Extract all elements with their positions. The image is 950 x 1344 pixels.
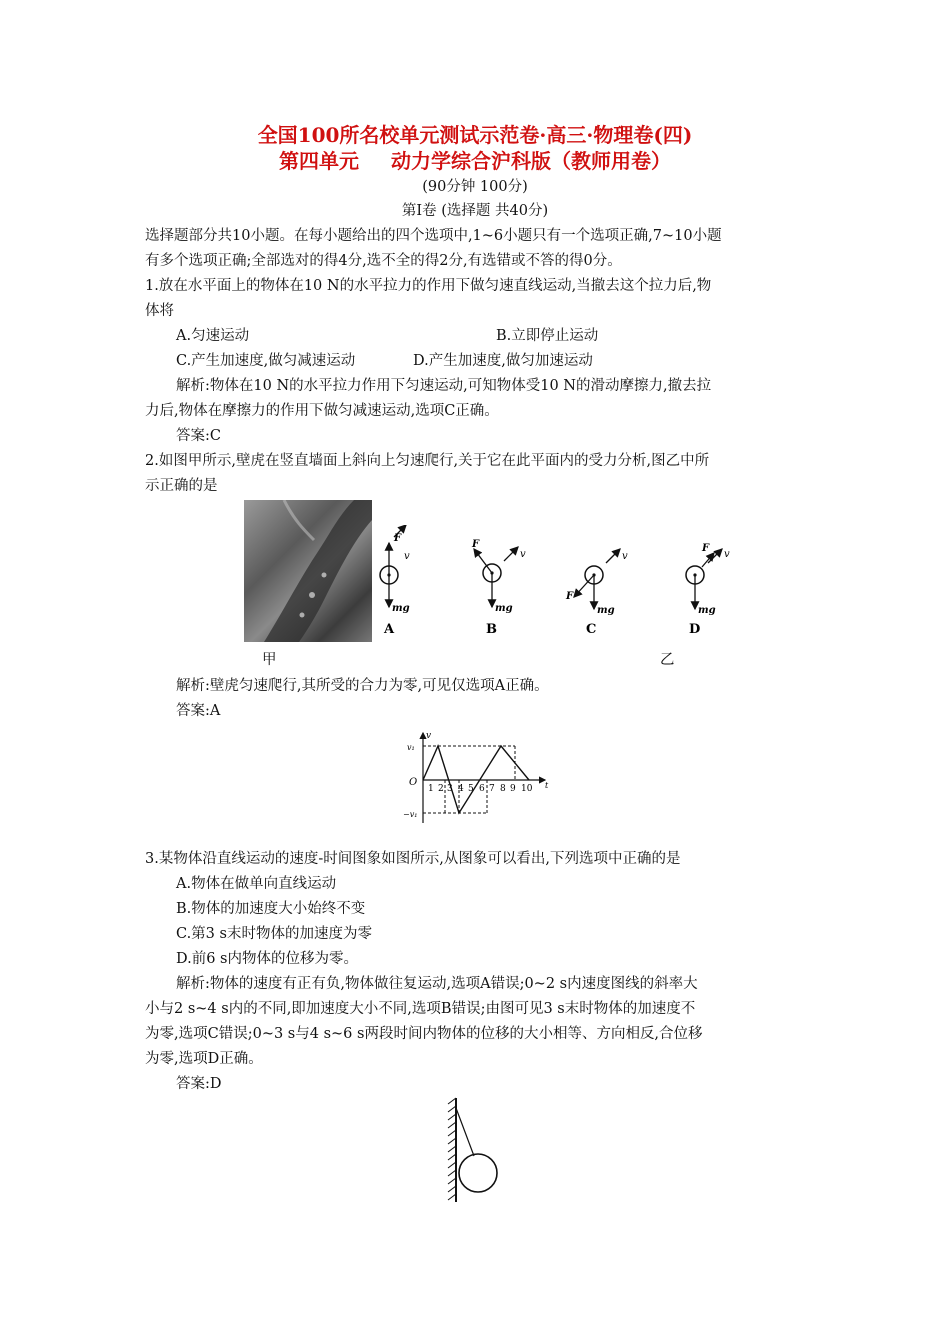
q1-stem-line-2: 体将 — [145, 303, 174, 319]
q1-option-a: A.匀速运动 — [176, 328, 250, 344]
title-line-1: 全国100所名校单元测试示范卷·高三·物理卷(四) — [257, 123, 693, 147]
tick-label: 8 — [500, 784, 506, 794]
q2-analysis: 解析:壁虎匀速爬行,其所受的合力为零,可见仅选项A正确。 — [176, 678, 549, 694]
diagram-c — [565, 549, 628, 637]
label-f: F — [566, 591, 574, 602]
q1-option-c: C.产生加速度,做匀减速运动 — [176, 353, 356, 369]
tick-label: 5 — [468, 784, 474, 794]
label-option-c: C — [586, 622, 597, 637]
label-v: v — [622, 551, 628, 562]
figure-jia-caption: 甲 — [262, 652, 277, 668]
gecko-photo — [244, 500, 372, 642]
axis-label-t: t — [545, 781, 549, 790]
q3-analysis-line-2: 小与2 s~4 s内的不同,即加速度大小不同,选项B错误;由图可见3 s末时物体的加速度不 — [145, 1001, 696, 1017]
time-score: (90分钟 100分) — [422, 179, 528, 195]
tick-label: 6 — [479, 784, 485, 794]
tick-label: 7 — [489, 784, 495, 794]
q2-stem-line-1: 2.如图甲所示,壁虎在竖直墙面上斜向上匀速爬行,关于它在此平面内的受力分析,图乙中所 — [145, 453, 710, 469]
q2-stem-line-2: 示正确的是 — [145, 478, 218, 494]
q1-option-b: B.立即停止运动 — [496, 328, 599, 344]
q1-answer: 答案:C — [176, 428, 221, 444]
tick-label: 10 — [521, 784, 533, 794]
q3-analysis-line-4: 为零,选项D正确。 — [145, 1051, 263, 1067]
label-option-d: D — [689, 622, 701, 637]
label-mg: mg — [698, 605, 716, 616]
label-neg-v1: −v₁ — [403, 810, 418, 819]
q1-stem-line-1: 1.放在水平面上的物体在10 N的水平拉力的作用下做匀速直线运动,当撤去这个拉力后,物 — [145, 278, 712, 294]
label-f: F — [394, 533, 402, 544]
title-line-2 — [0, 148, 950, 174]
ball-on-wall-figure — [444, 1094, 504, 1206]
q3-analysis-line-3: 为零,选项C错误;0~3 s与4 s~6 s两段时间内物体的位移的大小相等、方向相反,合位移 — [145, 1026, 703, 1042]
label-v: v — [404, 551, 410, 562]
label-v: v — [520, 549, 526, 560]
label-f: F — [472, 539, 480, 550]
tick-label: 2 — [438, 784, 444, 794]
unit-subtitle: 动力学综合沪科版（教师用卷） — [391, 149, 671, 173]
q1-analysis-line-2: 力后,物体在摩擦力的作用下做匀减速运动,选项C正确。 — [145, 403, 499, 419]
tick-label: 9 — [510, 784, 516, 794]
label-option-b: B — [486, 622, 497, 637]
label-origin: O — [409, 777, 418, 788]
diagram-d — [686, 543, 730, 637]
tick-labels — [428, 784, 533, 794]
tick-label: 1 — [428, 784, 434, 794]
q3-option-b: B.物体的加速度大小始终不变 — [176, 901, 366, 917]
intro-line-1: 选择题部分共10小题。在每小题给出的四个选项中,1~6小题只有一个选项正确,7~10小题 — [145, 228, 722, 244]
force-diagrams — [372, 525, 732, 640]
figure-yi-caption: 乙 — [660, 652, 675, 668]
q3-analysis-line-1: 解析:物体的速度有正有负,物体做往复运动,选项A错误;0~2 s内速度图线的斜率大 — [176, 976, 698, 992]
label-mg: mg — [495, 603, 513, 614]
intro-line-2: 有多个选项正确;全部选对的得4分,选不全的得2分,有选错或不答的得0分。 — [145, 253, 622, 269]
label-v: v — [724, 549, 730, 560]
q3-option-c: C.第3 s末时物体的加速度为零 — [176, 926, 372, 942]
q3-stem: 3.某物体沿直线运动的速度-时间图象如图所示,从图象可以看出,下列选项中正确的是 — [145, 851, 681, 867]
tick-label: 3 — [447, 784, 453, 794]
axis-label-v: v — [426, 731, 432, 741]
q2-answer: 答案:A — [176, 703, 221, 719]
diagram-a — [380, 525, 410, 637]
tick-label: 4 — [458, 784, 464, 794]
label-mg: mg — [392, 603, 410, 614]
label-mg: mg — [597, 605, 615, 616]
diagram-b — [471, 539, 526, 637]
label-f: F — [702, 543, 710, 554]
label-v1: v₁ — [407, 743, 415, 752]
q3-answer: 答案:D — [176, 1076, 222, 1092]
q3-option-d: D.前6 s内物体的位移为零。 — [176, 951, 358, 967]
unit-label: 第四单元 — [279, 149, 359, 173]
velocity-time-graph — [395, 727, 555, 827]
q1-option-d: D.产生加速度,做匀加速运动 — [413, 353, 593, 369]
section-heading: 第Ⅰ卷 (选择题 共40分) — [401, 203, 549, 219]
q3-option-a: A.物体在做单向直线运动 — [176, 876, 337, 892]
label-option-a: A — [384, 622, 395, 637]
q1-analysis-line-1: 解析:物体在10 N的水平拉力作用下匀速运动,可知物体受10 N的滑动摩擦力,撤去拉 — [176, 378, 712, 394]
